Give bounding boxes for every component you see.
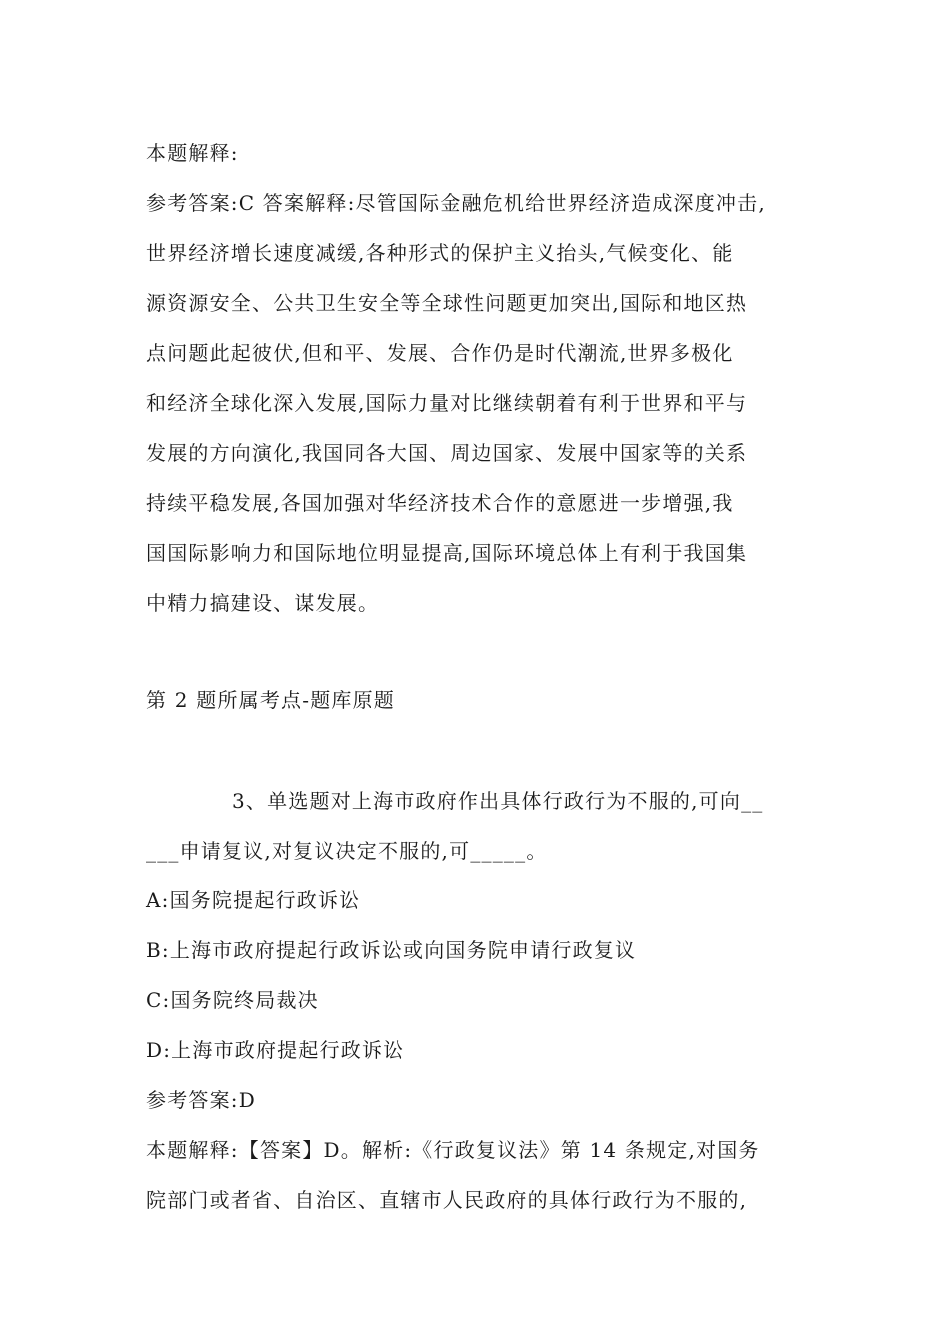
explanation-line: 和经济全球化深入发展,国际力量对比继续朝着有利于世界和平与 bbox=[146, 391, 748, 415]
question-stem: ___申请复议,对复议决定不服的,可_____。 bbox=[146, 839, 548, 863]
explanation-line: 参考答案:C 答案解释:尽管国际金融危机给世界经济造成深度冲击, bbox=[146, 191, 766, 215]
explanation-line: 发展的方向演化,我国同各大国、周边国家、发展中国家等的关系 bbox=[146, 441, 748, 465]
explanation-line: 持续平稳发展,各国加强对华经济技术合作的意愿进一步增强,我 bbox=[146, 491, 734, 515]
explanation-line: 源资源安全、公共卫生安全等全球性问题更加突出,国际和地区热 bbox=[146, 291, 748, 315]
explanation-line: 中精力搞建设、谋发展。 bbox=[146, 591, 380, 615]
explanation-line: 本题解释:【答案】D。解析:《行政复议法》第 14 条规定,对国务 bbox=[146, 1138, 760, 1162]
explanation-line: 院部门或者省、自治区、直辖市人民政府的具体行政行为不服的, bbox=[146, 1188, 748, 1212]
topic-note: 第 2 题所属考点-题库原题 bbox=[146, 688, 395, 712]
explanation-line: 点问题此起彼伏,但和平、发展、合作仍是时代潮流,世界多极化 bbox=[146, 341, 734, 365]
explanation-line: 国国际影响力和国际地位明显提高,国际环境总体上有利于我国集 bbox=[146, 541, 748, 565]
explanation-line: 世界经济增长速度减缓,各种形式的保护主义抬头,气候变化、能 bbox=[146, 241, 734, 265]
question-stem: 3、单选题对上海市政府作出具体行政行为不服的,可向__ bbox=[232, 789, 764, 813]
reference-answer: 参考答案:D bbox=[146, 1088, 256, 1112]
option-c: C:国务院终局裁决 bbox=[146, 988, 319, 1012]
explanation-heading: 本题解释: bbox=[146, 141, 239, 165]
option-b: B:上海市政府提起行政诉讼或向国务院申请行政复议 bbox=[146, 938, 637, 962]
option-d: D:上海市政府提起行政诉讼 bbox=[146, 1038, 405, 1062]
option-a: A:国务院提起行政诉讼 bbox=[146, 888, 361, 912]
